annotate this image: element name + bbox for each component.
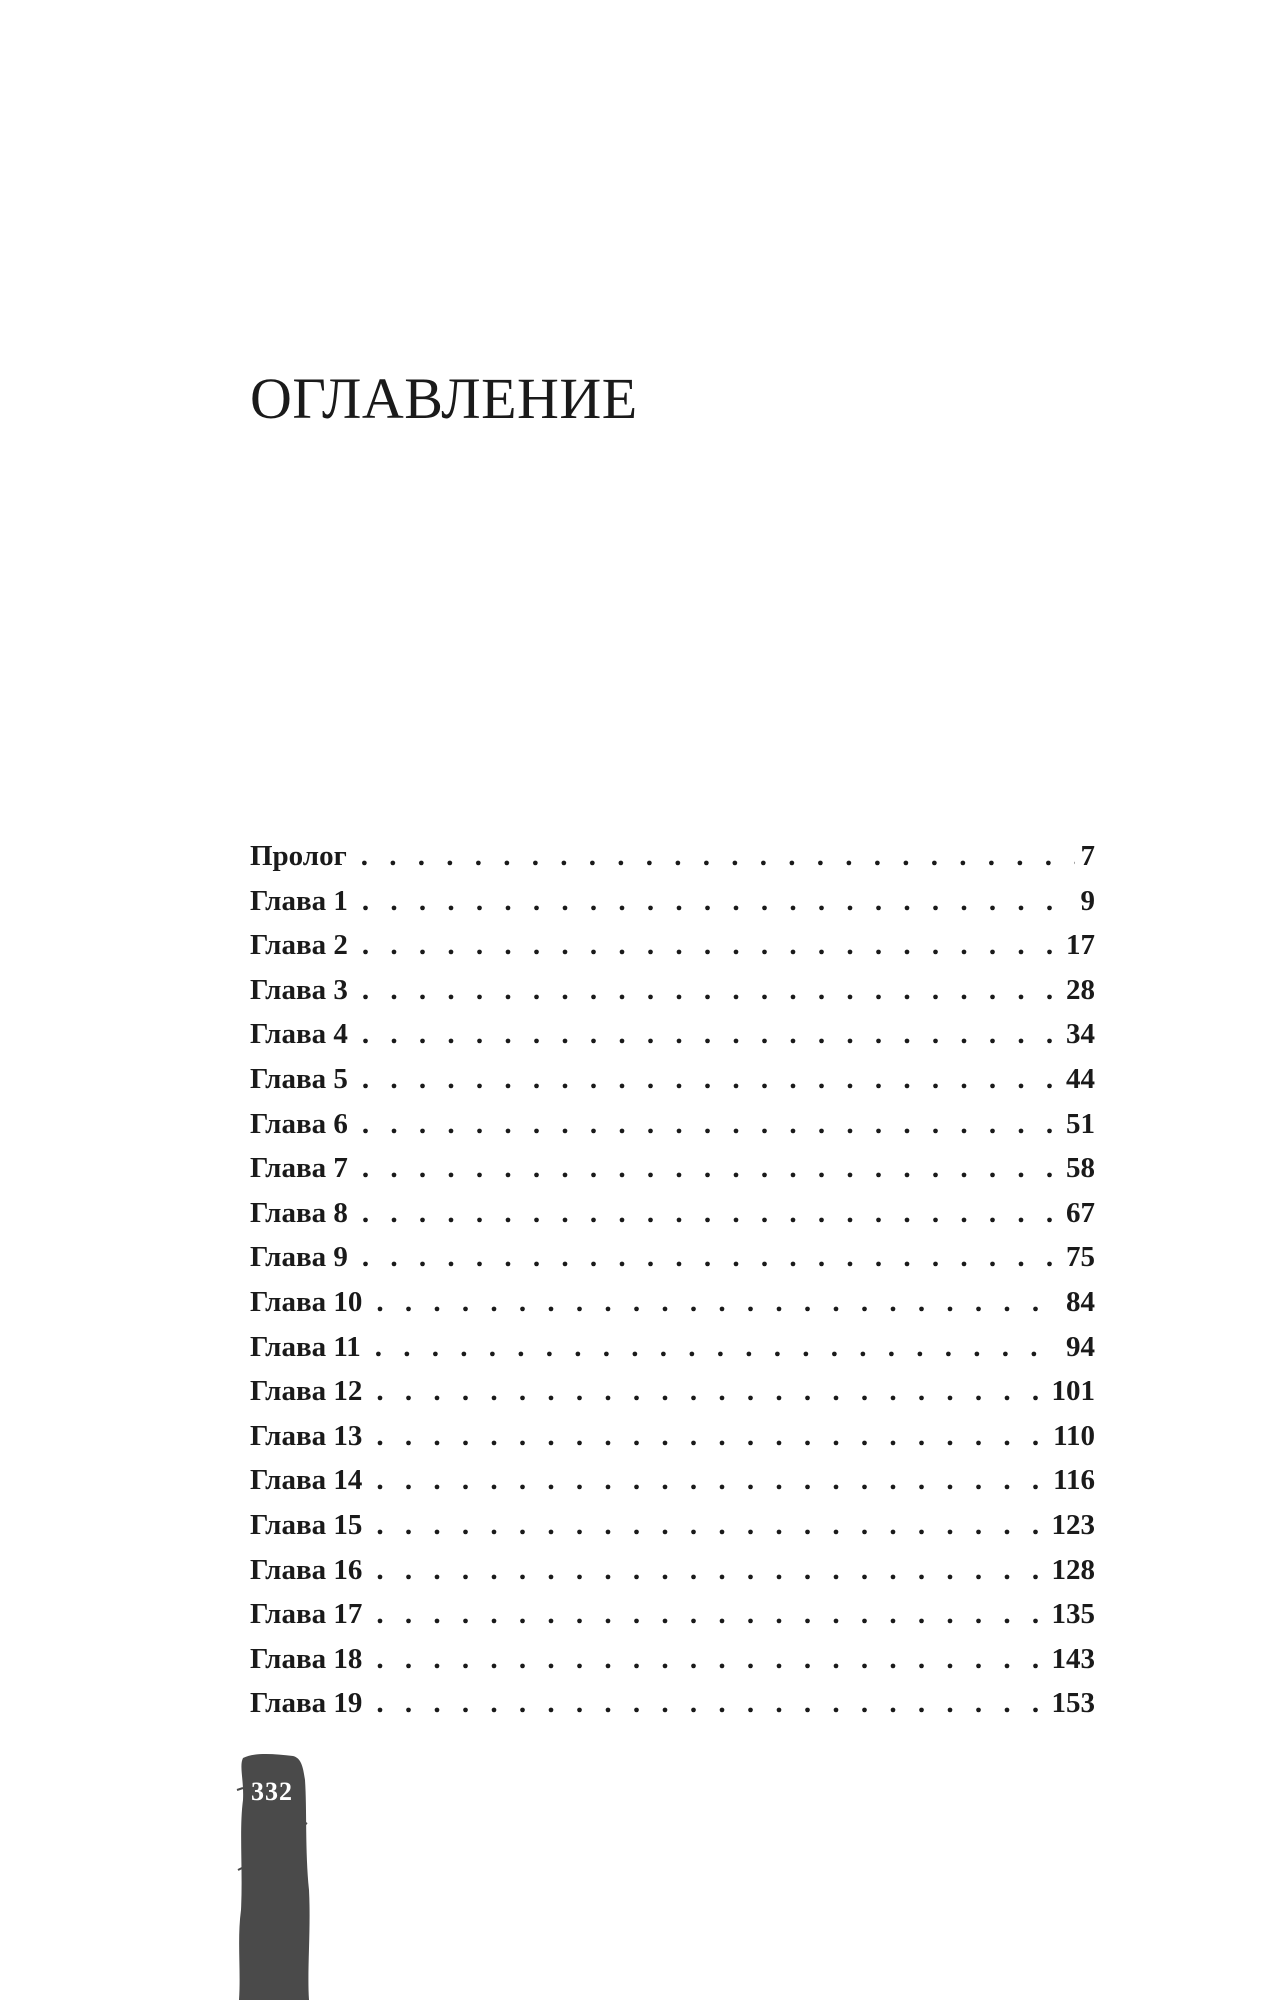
toc-entry-label: Глава 1 — [250, 884, 348, 917]
toc-entry-label: Глава 15 — [250, 1508, 363, 1541]
toc-entry-chapter-9[interactable] — [250, 1243, 1095, 1288]
toc-entry-label: Глава 13 — [250, 1419, 363, 1452]
toc-entry-label: Глава 14 — [250, 1464, 363, 1497]
toc-entry-page-number: 135 — [1051, 1598, 1095, 1631]
toc-entry-chapter-18[interactable] — [250, 1642, 1095, 1690]
toc-entry-label: Глава 12 — [250, 1375, 363, 1408]
toc-entry-chapter-3[interactable] — [250, 973, 1095, 1021]
toc-entry-chapter-19[interactable] — [250, 1689, 1095, 1734]
toc-entry-label: Глава 8 — [250, 1196, 348, 1229]
toc-entry-prologue[interactable] — [250, 842, 1095, 887]
toc-entry-page-number: 94 — [1066, 1330, 1095, 1363]
toc-entry-page-number: 153 — [1051, 1687, 1095, 1720]
dot-leader — [376, 1600, 1045, 1629]
toc-entry-chapter-17[interactable] — [250, 1600, 1095, 1645]
toc-entry-page-number: 143 — [1051, 1642, 1095, 1675]
toc-entry-page-number: 7 — [1080, 840, 1095, 872]
toc-entry-page-number: 28 — [1066, 973, 1095, 1006]
page-number: 332 — [251, 1777, 293, 1806]
toc-entry-chapter-1[interactable] — [250, 884, 1095, 932]
dot-leader — [376, 1556, 1045, 1585]
toc-entry-label: Глава 5 — [250, 1062, 348, 1095]
dot-leader — [376, 1288, 1060, 1317]
toc-entry-label: Глава 2 — [250, 929, 348, 962]
toc-entry-label: Глава 4 — [250, 1018, 348, 1051]
toc-entry-label: Глава 11 — [250, 1330, 361, 1363]
toc-entry-label: Глава 17 — [250, 1598, 363, 1631]
toc-entry-page-number: 116 — [1053, 1464, 1095, 1497]
dot-leader — [376, 1466, 1047, 1495]
dot-leader — [362, 1020, 1060, 1049]
toc-entry-page-number: 128 — [1051, 1553, 1095, 1586]
dot-leader — [362, 1243, 1060, 1272]
toc-entry-page-number: 123 — [1051, 1508, 1095, 1541]
dot-leader — [362, 1154, 1060, 1183]
page-title: ОГЛАВЛЕНИЕ — [250, 366, 638, 431]
dot-leader — [362, 1199, 1060, 1228]
toc-entry-chapter-15[interactable] — [250, 1508, 1095, 1556]
toc-entry-chapter-10[interactable] — [250, 1285, 1095, 1333]
dot-leader — [362, 976, 1060, 1005]
toc-entry-page-number: 44 — [1066, 1062, 1095, 1095]
dot-leader — [376, 1511, 1045, 1540]
toc-entry-label: Глава 10 — [250, 1285, 363, 1318]
toc-entry-label: Глава 9 — [250, 1241, 348, 1274]
toc-entry-chapter-13[interactable] — [250, 1419, 1095, 1467]
toc-entry-chapter-2[interactable] — [250, 931, 1095, 976]
toc-entry-label: Глава 18 — [250, 1642, 363, 1675]
toc-entry-chapter-11[interactable] — [250, 1330, 1095, 1378]
table-of-contents — [250, 842, 1095, 1734]
toc-entry-label: Глава 16 — [250, 1553, 363, 1586]
toc-entry-chapter-6[interactable] — [250, 1107, 1095, 1155]
toc-entry-label: Глава 6 — [250, 1107, 348, 1140]
dot-leader — [362, 931, 1060, 960]
toc-entry-page-number: 9 — [1080, 884, 1095, 917]
toc-entry-page-number: 34 — [1066, 1018, 1095, 1051]
toc-entry-page-number: 75 — [1066, 1241, 1095, 1274]
dot-leader — [376, 1645, 1045, 1674]
toc-entry-label: Пролог — [250, 840, 347, 872]
toc-entry-chapter-5[interactable] — [250, 1062, 1095, 1110]
toc-entry-chapter-16[interactable] — [250, 1553, 1095, 1601]
toc-entry-label: Глава 19 — [250, 1687, 363, 1720]
toc-entry-page-number: 17 — [1066, 929, 1095, 962]
dot-leader — [362, 887, 1075, 916]
toc-entry-page-number: 58 — [1066, 1152, 1095, 1185]
toc-entry-page-number: 51 — [1066, 1107, 1095, 1140]
toc-entry-chapter-4[interactable] — [250, 1020, 1095, 1065]
toc-entry-chapter-12[interactable] — [250, 1377, 1095, 1422]
dot-leader — [361, 842, 1075, 871]
toc-entry-page-number: 101 — [1051, 1375, 1095, 1408]
toc-entry-label: Глава 3 — [250, 973, 348, 1006]
toc-entry-chapter-14[interactable] — [250, 1466, 1095, 1511]
dot-leader — [375, 1333, 1060, 1362]
toc-entry-chapter-8[interactable] — [250, 1196, 1095, 1244]
dot-leader — [376, 1689, 1045, 1718]
toc-entry-label: Глава 7 — [250, 1152, 348, 1185]
dot-leader — [362, 1110, 1060, 1139]
toc-entry-page-number: 110 — [1053, 1419, 1095, 1452]
dot-leader — [362, 1065, 1060, 1094]
dot-leader — [376, 1377, 1045, 1406]
toc-entry-page-number: 67 — [1066, 1196, 1095, 1229]
toc-entry-page-number: 84 — [1066, 1285, 1095, 1318]
toc-entry-chapter-7[interactable] — [250, 1154, 1095, 1199]
dot-leader — [376, 1422, 1047, 1451]
